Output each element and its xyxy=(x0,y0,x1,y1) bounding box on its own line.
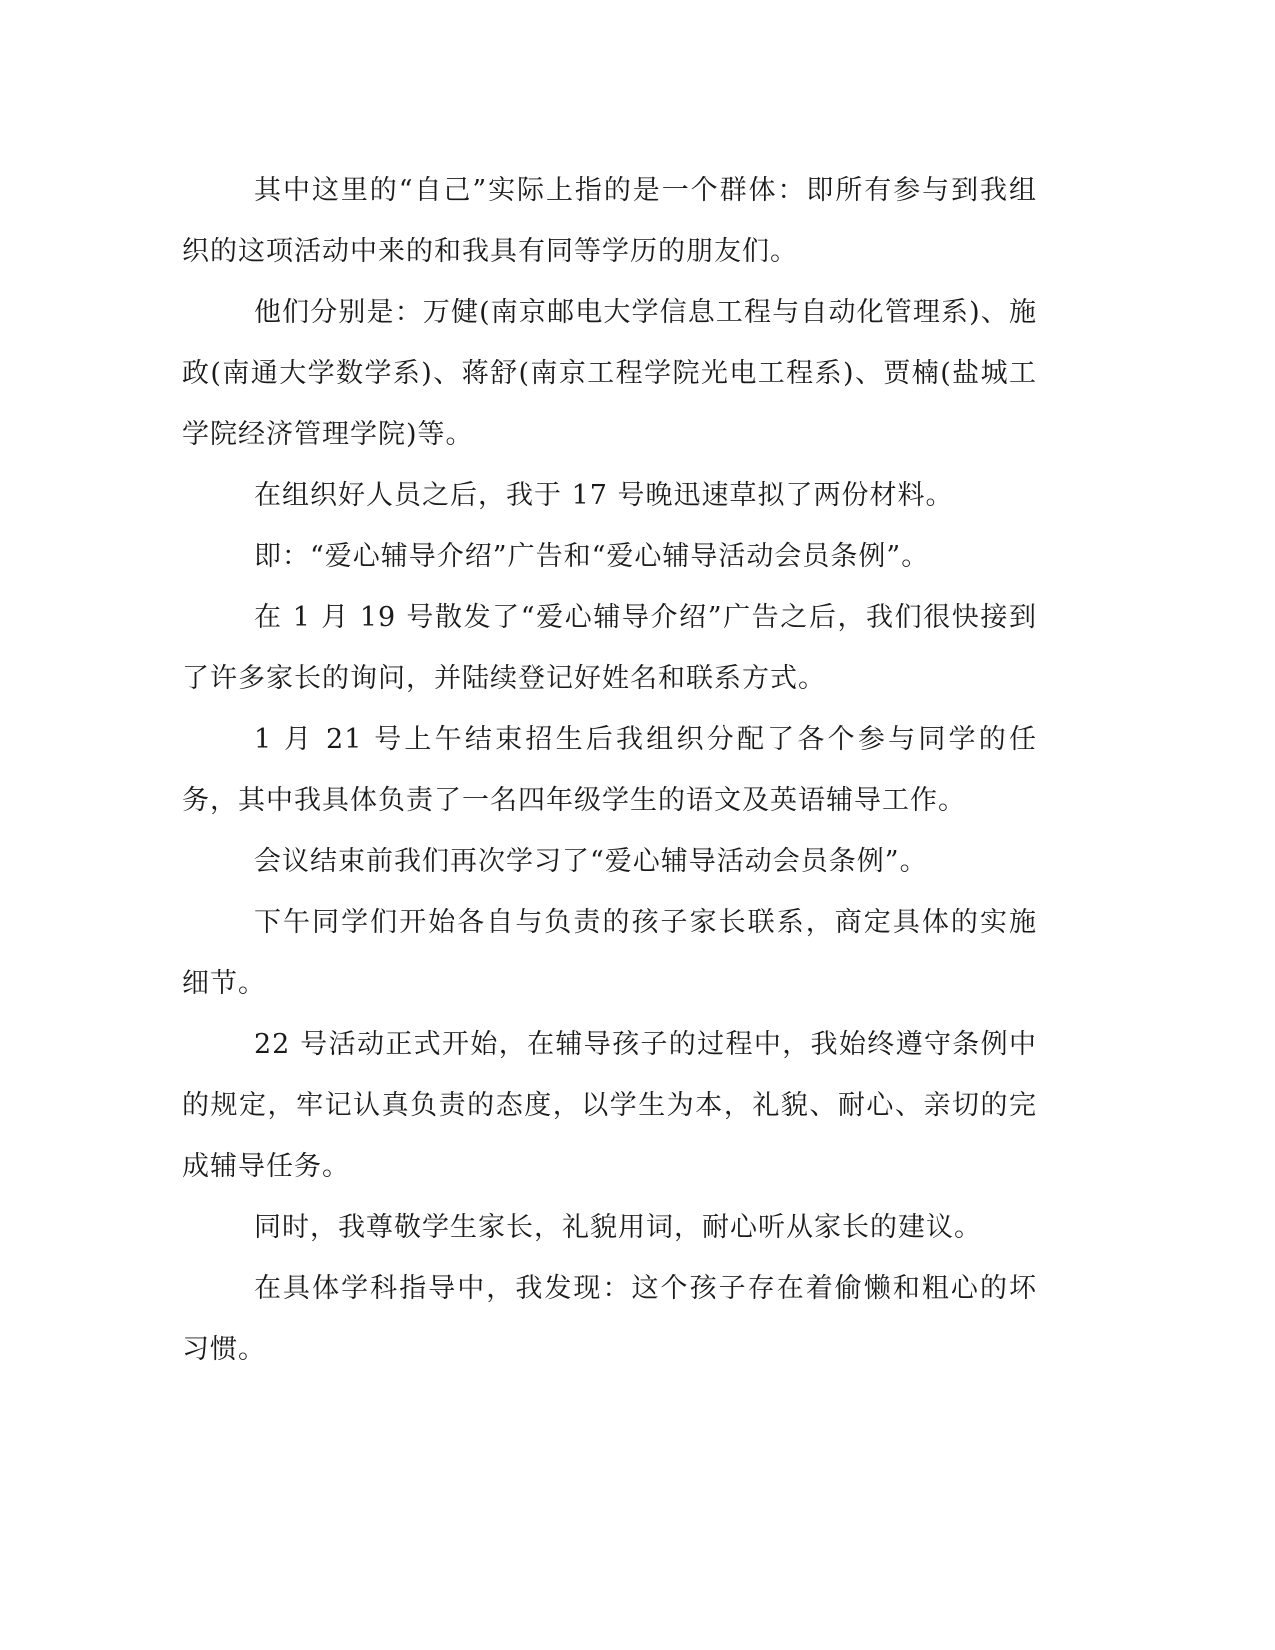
document-body xyxy=(182,160,1037,1380)
paragraph-2: 他们分别是：万健(南京邮电大学信息工程与自动化管理系)、施政(南通大学数学系)、蒋舒(南京工程学院光电工程系)、贾楠(盐城工学院经济管理学院)等。 xyxy=(182,297,1037,450)
paragraph-9: 22 号活动正式开始，在辅导孩子的过程中，我始终遵守条例中的规定，牢记认真负责的态度，以学生为本，礼貌、耐心、亲切的完成辅导任务。 xyxy=(182,1029,1037,1182)
paragraph-5: 在 1 月 19 号散发了“爱心辅导介绍”广告之后，我们很快接到了许多家长的询问，并陆续登记好姓名和联系方式。 xyxy=(182,602,1037,694)
paragraph-11: 在具体学科指导中，我发现：这个孩子存在着偷懒和粗心的坏习惯。 xyxy=(182,1273,1037,1365)
paragraph-8: 下午同学们开始各自与负责的孩子家长联系，商定具体的实施细节。 xyxy=(182,907,1037,999)
paragraph-10: 同时，我尊敬学生家长，礼貌用词，耐心听从家长的建议。 xyxy=(254,1212,982,1243)
paragraph-3: 在组织好人员之后，我于 17 号晚迅速草拟了两份材料。 xyxy=(254,480,954,511)
paragraph-1: 其中这里的“自己”实际上指的是一个群体：即所有参与到我组织的这项活动中来的和我具有同等学历的朋友们。 xyxy=(182,175,1037,267)
paragraph-6: 1 月 21 号上午结束招生后我组织分配了各个参与同学的任务，其中我具体负责了一名四年级学生的语文及英语辅导工作。 xyxy=(182,724,1037,816)
paragraph-4: 即：“爱心辅导介绍”广告和“爱心辅导活动会员条例”。 xyxy=(254,541,930,572)
paragraph-7: 会议结束前我们再次学习了“爱心辅导活动会员条例”。 xyxy=(254,846,928,877)
